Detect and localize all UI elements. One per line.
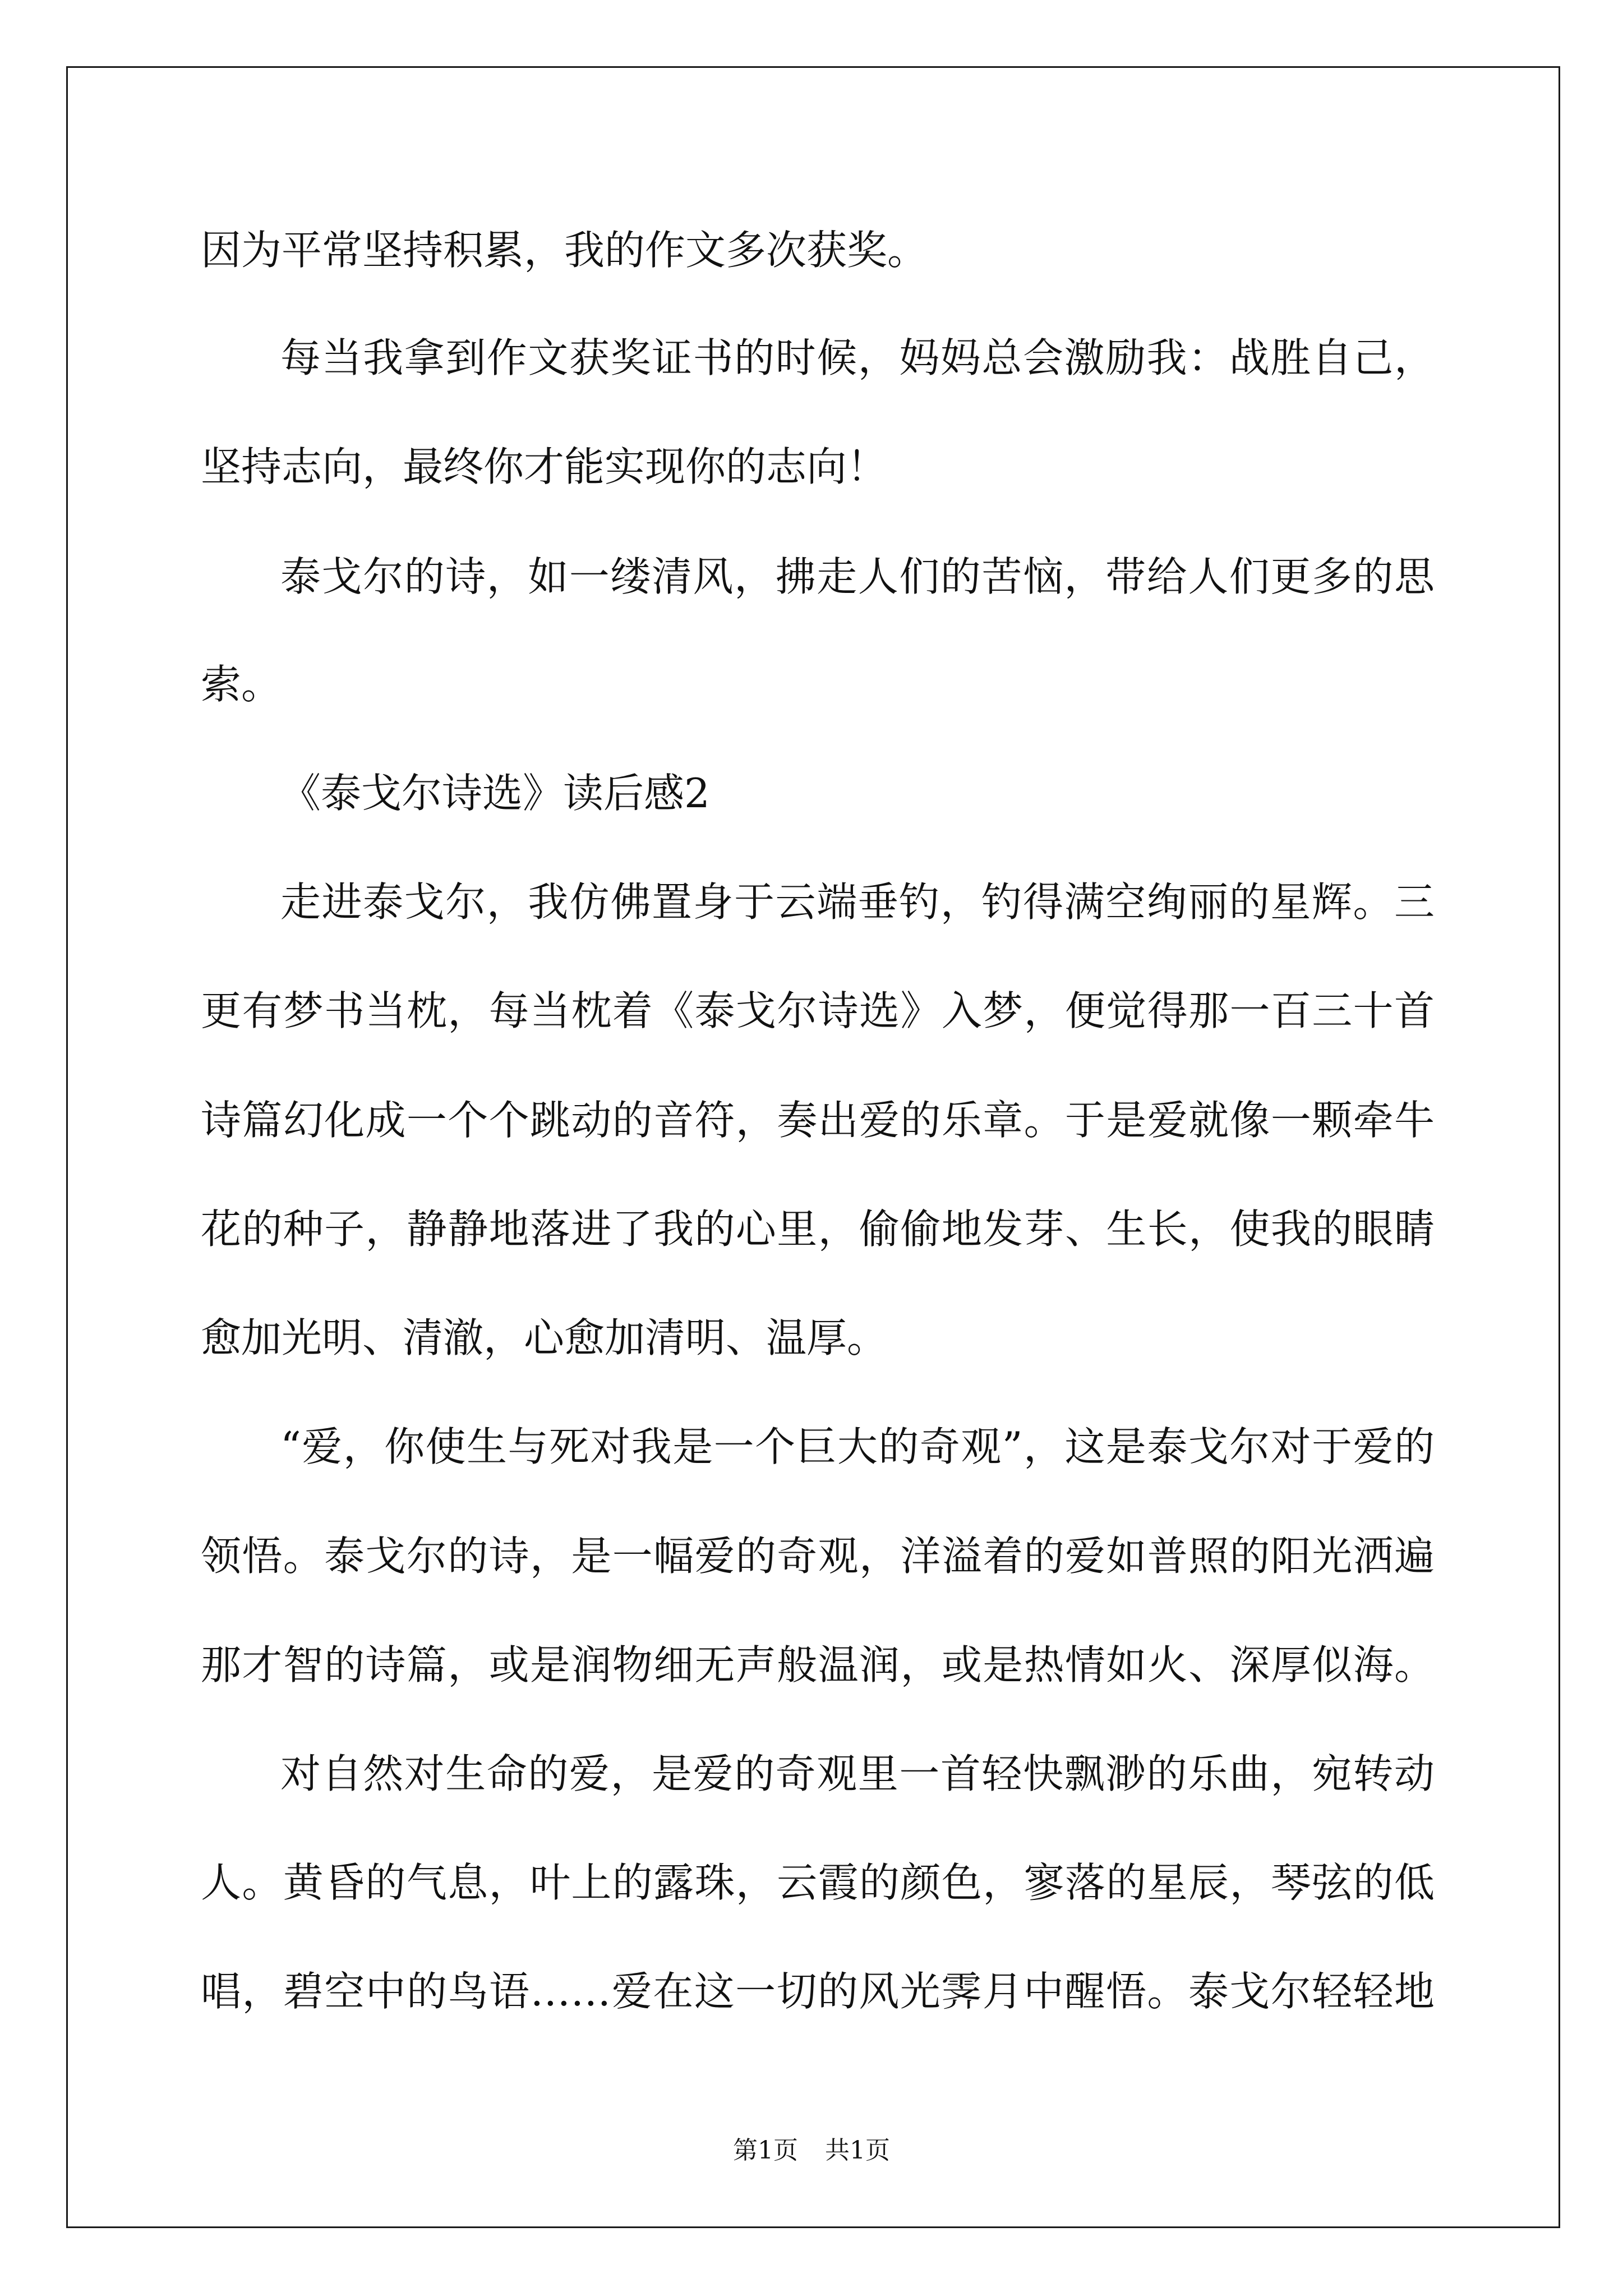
text-line: 人。黄昏的气息，叶上的露珠，云霞的颜色，寥落的星辰，琴弦的低: [201, 1859, 1435, 1906]
text-line: 领悟。泰戈尔的诗，是一幅爱的奇观，洋溢着的爱如普照的阳光洒遍: [201, 1533, 1435, 1580]
text-line: 走进泰戈尔，我仿佛置身于云端垂钓，钓得满空绚丽的星辉。三: [280, 878, 1435, 926]
section-heading: 《泰戈尔诗选》读后感2: [280, 770, 710, 817]
text-line: 诗篇幻化成一个个跳动的音符，奏出爱的乐章。于是爱就像一颗牵牛: [201, 1097, 1435, 1144]
text-line: 索。: [201, 661, 282, 708]
page-total: 共1页: [825, 2136, 890, 2165]
text-line: 愈加光明、清澈，心愈加清明、温厚。: [201, 1314, 888, 1361]
text-line: “爱，你使生与死对我是一个巨大的奇观”，这是泰戈尔对于爱的: [280, 1423, 1435, 1470]
text-line: 更有梦书当枕，每当枕着《泰戈尔诗选》入梦，便觉得那一百三十首: [201, 987, 1435, 1034]
page-number: 第1页: [733, 2136, 798, 2165]
text-line: 对自然对生命的爱，是爱的奇观里一首轻快飘渺的乐曲，宛转动: [280, 1750, 1435, 1797]
text-line: 每当我拿到作文获奖证书的时候，妈妈总会激励我：战胜自己，: [280, 334, 1435, 381]
text-line: 那才智的诗篇，或是润物细无声般温润，或是热情如火、深厚似海。: [201, 1641, 1435, 1688]
text-line: 唱，碧空中的鸟语……爱在这一切的风光霁月中醒悟。泰戈尔轻轻地: [201, 1968, 1435, 2015]
page-footer: [0, 2138, 1623, 2163]
text-line: 泰戈尔的诗，如一缕清风，拂走人们的苦恼，带给人们更多的思: [280, 553, 1435, 600]
text-line: 因为平常坚持积累，我的作文多次获奖。: [201, 227, 928, 274]
text-line: 坚持志向，最终你才能实现你的志向！: [201, 443, 888, 490]
text-line: 花的种子，静静地落进了我的心里，偷偷地发芽、生长，使我的眼睛: [201, 1205, 1435, 1253]
